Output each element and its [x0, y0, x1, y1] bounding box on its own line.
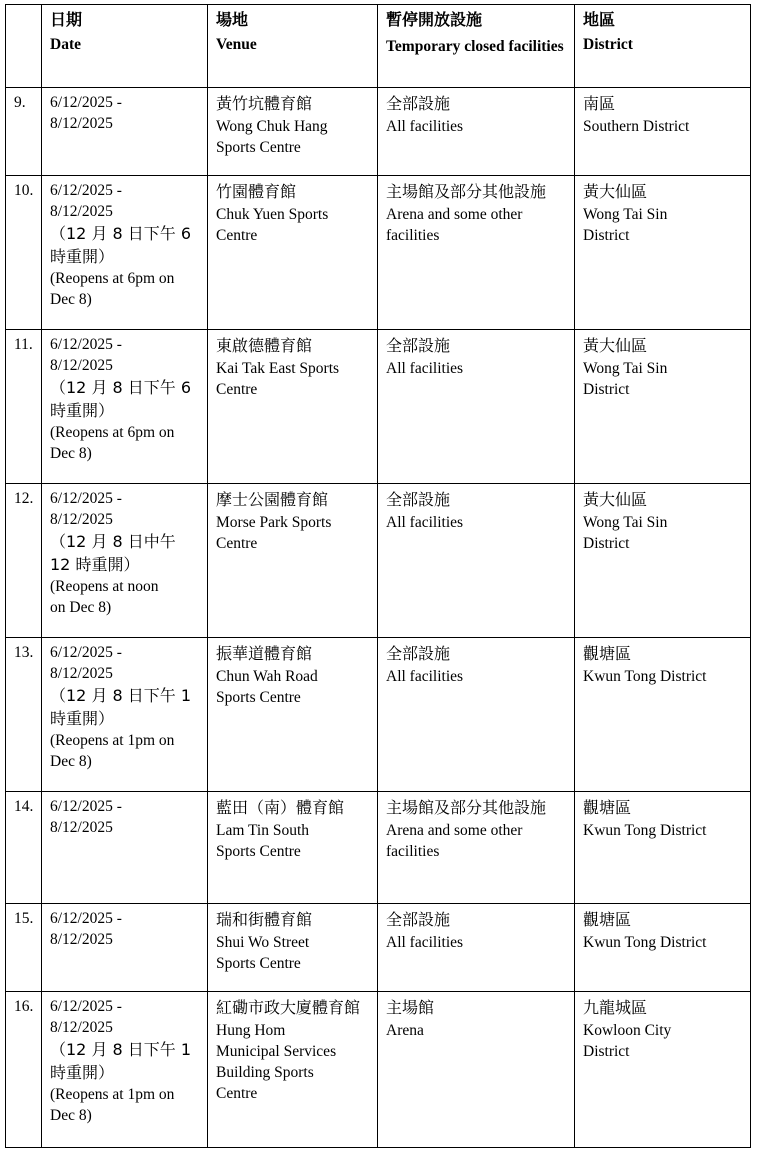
row-number-text: 9. — [14, 94, 26, 111]
row-number-text: 16. — [14, 998, 34, 1015]
closure-table — [5, 4, 751, 1148]
row-number-text: 14. — [14, 798, 34, 815]
table-row — [6, 484, 751, 638]
facilities-zh: 全部設施 — [386, 490, 451, 509]
district-zh: 觀塘區 — [583, 644, 632, 663]
date-line: 8/12/2025 — [50, 1019, 113, 1036]
header-date-zh: 日期 — [50, 10, 83, 29]
venue-name-en: Centre — [216, 227, 258, 244]
date-cell — [42, 176, 208, 330]
district-en: Wong Tai Sin — [583, 514, 668, 531]
facilities-en: All facilities — [386, 514, 464, 531]
facilities-zh: 主場館及部分其他設施 — [386, 798, 547, 817]
venue-cell — [208, 638, 378, 792]
district-cell — [575, 792, 751, 904]
row-number-text: 11. — [14, 336, 33, 353]
reopen-note-zh: （12 月 8 日下午 6 — [50, 224, 192, 243]
venue-name-zh: 藍田（南）體育館 — [216, 798, 345, 817]
row-number-text: 12. — [14, 490, 34, 507]
reopen-note-zh: 時重開） — [50, 1063, 115, 1082]
reopen-note-en: (Reopens at noon — [50, 578, 159, 595]
date-cell — [42, 638, 208, 792]
row-number — [6, 792, 42, 904]
reopen-note-zh: 時重開） — [50, 401, 115, 420]
venue-name-en: Sports Centre — [216, 955, 301, 972]
header-district — [575, 5, 751, 88]
reopen-note-en: Dec 8) — [50, 753, 92, 770]
facilities-zh: 主場館 — [386, 998, 435, 1017]
district-en: Kwun Tong District — [583, 822, 707, 839]
reopen-note-en: (Reopens at 1pm on — [50, 1086, 175, 1103]
district-cell — [575, 176, 751, 330]
district-en: Kwun Tong District — [583, 934, 707, 951]
date-line: 8/12/2025 — [50, 357, 113, 374]
venue-name-en: Centre — [216, 535, 258, 552]
district-cell — [575, 992, 751, 1148]
district-zh: 黃大仙區 — [583, 490, 648, 509]
venue-cell — [208, 330, 378, 484]
venue-name-en: Kai Tak East Sports — [216, 360, 340, 377]
date-line: 6/12/2025 - — [50, 798, 122, 815]
venue-name-en: Chuk Yuen Sports — [216, 206, 329, 223]
venue-name-en: Chun Wah Road — [216, 668, 318, 685]
header-venue-zh: 場地 — [216, 10, 249, 29]
facilities-cell — [378, 792, 575, 904]
facilities-en: Arena — [386, 1022, 424, 1039]
reopen-note-zh: 12 時重開） — [50, 555, 140, 574]
table-row — [6, 88, 751, 176]
district-zh: 觀塘區 — [583, 910, 632, 929]
district-en: District — [583, 1043, 630, 1060]
facilities-zh: 全部設施 — [386, 336, 451, 355]
venue-name-en: Shui Wo Street — [216, 934, 310, 951]
date-line: 6/12/2025 - — [50, 998, 122, 1015]
venue-name-en: Morse Park Sports — [216, 514, 332, 531]
district-zh: 南區 — [583, 94, 616, 113]
venue-name-en: Sports Centre — [216, 689, 301, 706]
facilities-zh: 主場館及部分其他設施 — [386, 182, 547, 201]
venue-name-en: Centre — [216, 381, 258, 398]
row-number — [6, 88, 42, 176]
facilities-en: All facilities — [386, 934, 464, 951]
district-zh: 觀塘區 — [583, 798, 632, 817]
date-line: 6/12/2025 - — [50, 182, 122, 199]
facilities-zh: 全部設施 — [386, 910, 451, 929]
venue-name-en: Lam Tin South — [216, 822, 310, 839]
district-en: Wong Tai Sin — [583, 206, 668, 223]
header-facilities-en: Temporary closed facilities — [386, 38, 564, 55]
facilities-cell — [378, 904, 575, 992]
district-zh: 黃大仙區 — [583, 336, 648, 355]
row-number — [6, 638, 42, 792]
date-line: 6/12/2025 - — [50, 336, 122, 353]
facilities-cell — [378, 484, 575, 638]
venue-cell — [208, 88, 378, 176]
header-date — [42, 5, 208, 88]
district-en: Wong Tai Sin — [583, 360, 668, 377]
date-line: 8/12/2025 — [50, 819, 113, 836]
table-row — [6, 330, 751, 484]
venue-cell — [208, 176, 378, 330]
facilities-zh: 全部設施 — [386, 644, 451, 663]
date-cell — [42, 792, 208, 904]
venue-name-zh: 振華道體育館 — [216, 644, 313, 663]
row-number — [6, 176, 42, 330]
venue-name-en: Municipal Services — [216, 1043, 337, 1060]
facilities-en: Arena and some other facilities — [386, 206, 523, 244]
district-zh: 黃大仙區 — [583, 182, 648, 201]
row-number-text: 10. — [14, 182, 34, 199]
reopen-note-en: on Dec 8) — [50, 599, 112, 616]
table-row — [6, 792, 751, 904]
venue-cell — [208, 484, 378, 638]
row-number — [6, 992, 42, 1148]
header-row — [6, 5, 751, 88]
district-en: Kwun Tong District — [583, 668, 707, 685]
facilities-cell — [378, 176, 575, 330]
facilities-cell — [378, 88, 575, 176]
district-cell — [575, 330, 751, 484]
date-cell — [42, 484, 208, 638]
venue-name-en: Centre — [216, 1085, 258, 1102]
facilities-en: All facilities — [386, 668, 464, 685]
reopen-note-zh: 時重開） — [50, 709, 115, 728]
reopen-note-en: (Reopens at 1pm on — [50, 732, 175, 749]
district-cell — [575, 904, 751, 992]
header-venue-en: Venue — [216, 36, 257, 53]
district-en: District — [583, 381, 630, 398]
date-line: 8/12/2025 — [50, 931, 113, 948]
venue-name-en: Wong Chuk Hang — [216, 118, 328, 135]
header-date-en: Date — [50, 36, 81, 53]
header-facilities-zh: 暫停開放設施 — [386, 10, 483, 29]
header-facilities — [378, 5, 575, 88]
reopen-note-zh: 時重開） — [50, 247, 115, 266]
date-cell — [42, 992, 208, 1148]
facilities-cell — [378, 992, 575, 1148]
row-number-text: 15. — [14, 910, 34, 927]
venue-name-en: Building Sports — [216, 1064, 314, 1081]
venue-name-zh: 黃竹坑體育館 — [216, 94, 313, 113]
reopen-note-en: Dec 8) — [50, 291, 92, 308]
header-venue — [208, 5, 378, 88]
venue-name-zh: 東啟德體育館 — [216, 336, 313, 355]
reopen-note-zh: （12 月 8 日下午 6 — [50, 378, 192, 397]
district-en: Kowloon City — [583, 1022, 672, 1039]
date-line: 6/12/2025 - — [50, 490, 122, 507]
header-district-zh: 地區 — [583, 10, 616, 29]
venue-name-zh: 竹園體育館 — [216, 182, 297, 201]
venue-cell — [208, 792, 378, 904]
date-cell — [42, 904, 208, 992]
date-line: 8/12/2025 — [50, 511, 113, 528]
header-number — [6, 5, 42, 88]
district-cell — [575, 484, 751, 638]
venue-name-en: Hung Hom — [216, 1022, 286, 1039]
date-line: 8/12/2025 — [50, 115, 113, 132]
facilities-cell — [378, 330, 575, 484]
district-zh: 九龍城區 — [583, 998, 648, 1017]
reopen-note-en: (Reopens at 6pm on — [50, 270, 175, 287]
reopen-note-zh: （12 月 8 日下午 1 — [50, 686, 192, 705]
reopen-note-zh: （12 月 8 日中午 — [50, 532, 176, 551]
venue-name-zh: 摩士公園體育館 — [216, 490, 329, 509]
table-row — [6, 992, 751, 1148]
date-line: 8/12/2025 — [50, 665, 113, 682]
venue-name-zh: 紅磡市政大廈體育館 — [216, 998, 361, 1017]
district-en: Southern District — [583, 118, 690, 135]
row-number-text: 13. — [14, 644, 34, 661]
date-cell — [42, 330, 208, 484]
reopen-note-en: Dec 8) — [50, 1107, 92, 1124]
table-row — [6, 638, 751, 792]
row-number — [6, 330, 42, 484]
table-row — [6, 176, 751, 330]
facilities-en: All facilities — [386, 360, 464, 377]
venue-name-zh: 瑞和街體育館 — [216, 910, 313, 929]
venue-name-en: Sports Centre — [216, 843, 301, 860]
reopen-note-en: (Reopens at 6pm on — [50, 424, 175, 441]
date-line: 6/12/2025 - — [50, 910, 122, 927]
table-row — [6, 904, 751, 992]
facilities-en: All facilities — [386, 118, 464, 135]
venue-name-en: Sports Centre — [216, 139, 301, 156]
venue-cell — [208, 904, 378, 992]
row-number — [6, 484, 42, 638]
district-cell — [575, 638, 751, 792]
header-district-en: District — [583, 36, 633, 53]
reopen-note-en: Dec 8) — [50, 445, 92, 462]
date-line: 6/12/2025 - — [50, 644, 122, 661]
date-line: 8/12/2025 — [50, 203, 113, 220]
reopen-note-zh: （12 月 8 日下午 1 — [50, 1040, 192, 1059]
venue-cell — [208, 992, 378, 1148]
facilities-cell — [378, 638, 575, 792]
facilities-en: Arena and some other facilities — [386, 822, 523, 860]
district-en: District — [583, 535, 630, 552]
date-line: 6/12/2025 - — [50, 94, 122, 111]
facilities-zh: 全部設施 — [386, 94, 451, 113]
district-cell — [575, 88, 751, 176]
row-number — [6, 904, 42, 992]
district-en: District — [583, 227, 630, 244]
date-cell — [42, 88, 208, 176]
